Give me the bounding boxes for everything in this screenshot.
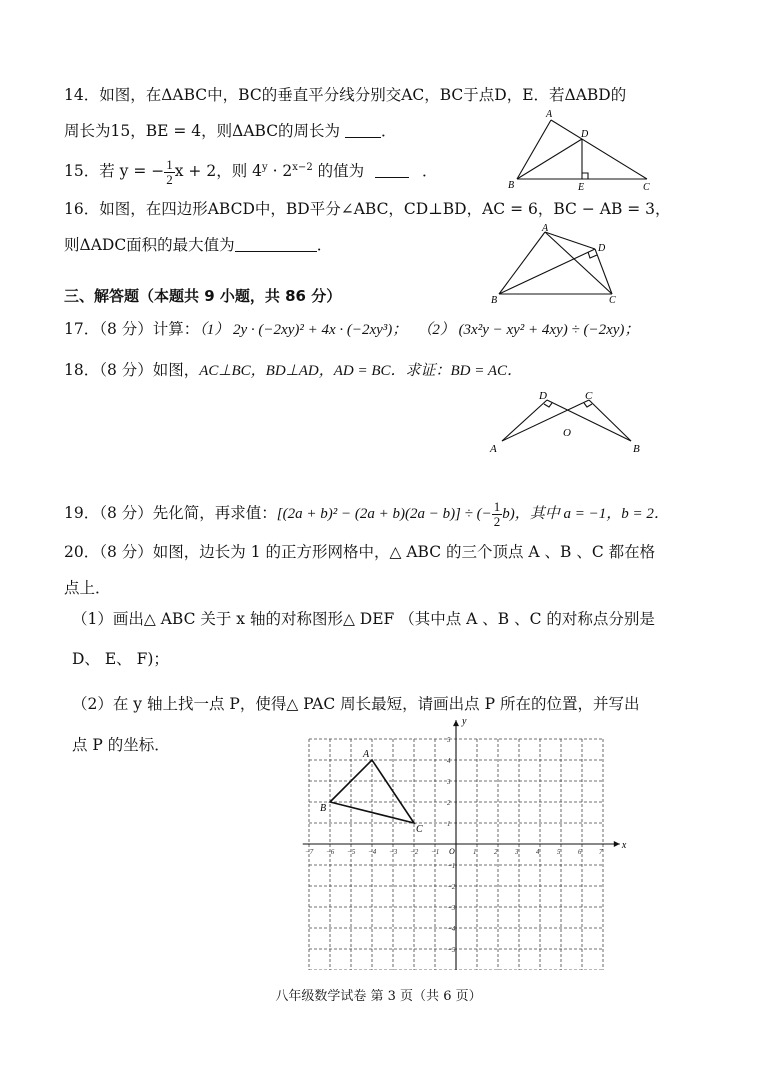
q14-number: 14． (64, 86, 100, 104)
q19-frac-num: 1 (493, 499, 501, 514)
x-tick-label: −5 (347, 848, 356, 856)
q14-right-angle-mark (582, 173, 588, 179)
q16-answer-blank[interactable] (235, 237, 317, 252)
q20-part1-line2: D、 E、 F)； (72, 650, 169, 668)
q18-right-angle-mark-d (544, 403, 552, 407)
q15-period: ． (422, 162, 438, 181)
q19-expr-post: b)，其中 a = −1，b = 2． (502, 506, 669, 523)
q18-label-d: D (539, 390, 547, 402)
q15-frac-num: 1 (166, 157, 173, 172)
q14-line1 (64, 88, 626, 104)
q20-part2-line1: （2）在 y 轴上找一点 P，使得△ PAC 周长最短，请画出点 P 所在的位置，并写出 (72, 695, 640, 713)
x-tick-label: 2 (494, 848, 498, 856)
q14-period: ． (381, 122, 397, 140)
q18-label-a: A (490, 443, 497, 455)
q17-part2: （2） (3x²y − xy² + 4xy) ÷ (−2xy)； (417, 322, 640, 338)
q15-frac-den: 2 (166, 171, 173, 187)
q15-dot: · 2 (267, 162, 293, 181)
q18-segment-ac (502, 400, 589, 441)
section-3-title: 三、解答题（本题共 9 小题，共 86 分） (64, 287, 342, 305)
q14-label-a: A (546, 109, 553, 120)
x-axis-arrow (614, 841, 620, 847)
y-tick-label: −5 (447, 946, 456, 954)
q16-diagonal-bd (499, 249, 595, 294)
q17-number: 17．（8 分）计算： (64, 320, 200, 338)
coordinate-grid[interactable] (300, 710, 640, 970)
q18-label-b: B (633, 443, 640, 455)
q19-number: 19．（8 分）先化简，再求值： (64, 504, 277, 523)
y-tick-label: 4 (447, 757, 451, 765)
point-b-label: B (320, 803, 327, 814)
q16-line2 (64, 237, 332, 254)
y-tick-label: 3 (447, 778, 451, 786)
q18-number: 18．（8 分）如图， (64, 361, 200, 379)
y-axis-label: y (462, 716, 467, 728)
q16-text-line1: 如图，在四边形ABCD中，BD平分∠ABC，CD⊥BD，AC = 6，BC − AB = 3， (99, 200, 671, 218)
q14-label-b: B (508, 180, 515, 191)
q15-exp2: x−2 (292, 161, 313, 173)
q20-line1: 20．（8 分）如图，边长为 1 的正方形网格中，△ ABC 的三个顶点 A 、B 、C 都在格 (64, 543, 656, 561)
y-tick-label: −2 (447, 883, 456, 891)
x-tick-label: 1 (473, 848, 477, 856)
q16-side-ad (545, 232, 595, 249)
point-a-label: A (363, 749, 370, 760)
point-c-label: C (416, 824, 423, 835)
q19-expr-pre: [(2a + b)² − (2a + b)(2a − b)] ÷ (− (276, 506, 492, 523)
q16-label-b: B (491, 295, 498, 306)
q16-figure (487, 222, 627, 306)
y-tick-label: −3 (447, 904, 456, 912)
q14-segment-bd (517, 139, 582, 179)
q19-line (64, 500, 669, 528)
page-footer: 八年级数学试卷 第 3 页（共 6 页） (275, 989, 482, 1004)
q16-line1 (64, 202, 671, 218)
x-tick-label: 4 (536, 848, 540, 856)
q15-expr-pre: 若 y = − (99, 162, 165, 181)
q20-line2: 点上． (64, 579, 111, 597)
y-tick-label: 1 (447, 820, 451, 828)
q16-text-line2: 则ΔADC面积的最大值为 (64, 236, 235, 254)
x-tick-label: −7 (305, 848, 314, 856)
q15-expr-post: x + 2，则 4 (174, 162, 262, 181)
q16-side-ab (499, 232, 545, 294)
q18-figure (484, 388, 654, 458)
y-axis-arrow (453, 720, 459, 726)
q14-text-line1: 如图，在ΔABC中，BC的垂直平分线分别交AC，BC于点D，E．若ΔABD的 (99, 86, 627, 104)
q16-label-d: D (598, 243, 606, 254)
q18-text: AC⊥BC，BD⊥AD，AD = BC．求证：BD = AC． (199, 363, 523, 379)
q14-label-e: E (578, 182, 585, 193)
q16-label-a: A (542, 223, 549, 234)
y-tick-label: 5 (447, 736, 451, 744)
q14-answer-blank[interactable] (345, 123, 381, 138)
q14-label-d: D (581, 129, 589, 140)
q15-fraction (164, 158, 175, 186)
q16-right-angle-mark (588, 252, 597, 258)
x-tick-label: 7 (599, 848, 603, 856)
x-tick-label: 5 (557, 848, 561, 856)
q18-label-o: O (563, 427, 571, 439)
q16-period: ． (316, 236, 333, 254)
q16-diagonal-ac (545, 232, 612, 294)
q18-segment-bc (589, 400, 631, 441)
x-tick-label: 6 (578, 848, 582, 856)
q15-line (64, 158, 438, 186)
q14-label-c: C (643, 182, 650, 193)
q16-label-c: C (609, 295, 616, 306)
q20-part2-line2: 点 P 的坐标． (72, 736, 170, 754)
q15-tail: 的值为 (312, 162, 365, 181)
x-tick-label: 3 (515, 848, 519, 856)
q15-answer-blank[interactable] (375, 163, 409, 178)
q19-fraction (492, 500, 503, 528)
x-tick-label: −4 (368, 848, 377, 856)
x-tick-label: −2 (410, 848, 419, 856)
q14-figure (505, 108, 665, 194)
x-tick-label: −6 (326, 848, 335, 856)
y-tick-label: −4 (447, 925, 456, 933)
q20-part1-line1: （1）画出△ ABC 关于 x 轴的对称图形△ DEF （其中点 A 、B 、C 的对称点分别是 (72, 610, 655, 628)
q16-side-cd (595, 249, 612, 294)
x-tick-label: −1 (431, 848, 440, 856)
q17-part1: （1） 2y · (−2xy)² + 4x · (−2xy³)； (199, 322, 408, 338)
q17-line (64, 322, 639, 338)
q14-text-line2: 周长为15，BE = 4，则ΔABC的周长为 (64, 122, 341, 140)
q18-segment-ad (502, 400, 547, 441)
q15-exp1: y (261, 161, 268, 173)
origin-label: O (449, 847, 455, 856)
q18-line (64, 363, 522, 379)
y-tick-label: 2 (447, 799, 451, 807)
q18-right-angle-mark-c (584, 403, 592, 407)
q16-number: 16． (64, 200, 100, 218)
q18-label-c: C (585, 390, 593, 402)
q14-side-ab (517, 120, 551, 179)
q14-line2 (64, 123, 397, 140)
x-tick-label: −3 (389, 848, 398, 856)
q19-frac-den: 2 (493, 513, 501, 529)
q15-number: 15． (64, 162, 100, 181)
y-tick-label: −1 (447, 862, 456, 870)
x-axis-label: x (621, 840, 627, 851)
